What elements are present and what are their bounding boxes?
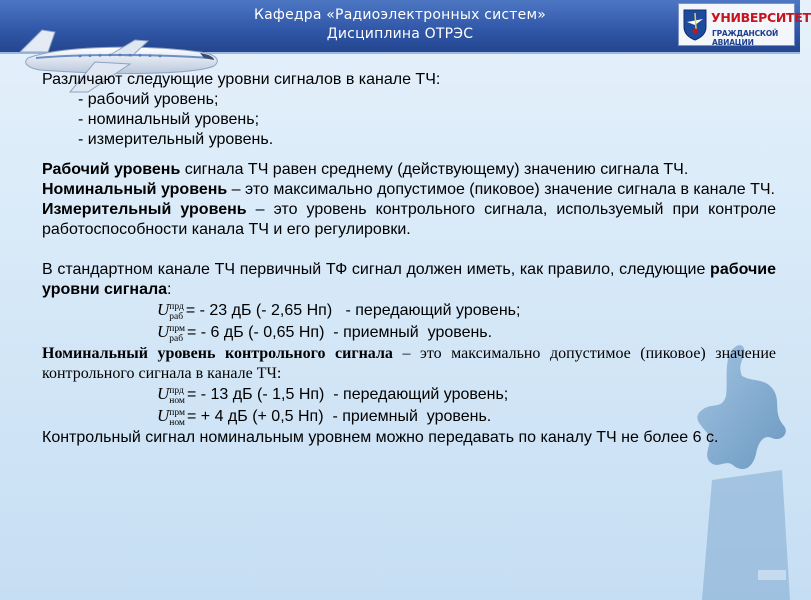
conclusion-text: Контрольный сигнал номинальным уровнем можно передавать по каналу ТЧ не более 6 с. <box>42 429 719 446</box>
formula-symbol: U <box>157 384 170 403</box>
formula-value: = + 4 дБ (+ 0,5 Нп) <box>186 408 324 425</box>
formula-description: - приемный уровень. <box>324 324 493 341</box>
intro-text: Различают следующие уровни сигналов в канале ТЧ: <box>42 71 441 88</box>
formula-control-transmit: U прд ном = - 13 дБ (- 1,5 Нп) - передающий уровень; <box>157 384 509 406</box>
level-item-working: - рабочий уровень; <box>78 91 219 108</box>
formula-control-receive: U прм ном = + 4 дБ (+ 0,5 Нп) - приемный уровень. <box>157 406 492 428</box>
standard-channel-text: В стандартном канале ТЧ первичный ТФ сигнал должен иметь, как правило, следующие рабочие уровни сигнала: <box>42 261 776 298</box>
logo-title: УНИВЕРСИТЕТ <box>711 10 811 25</box>
definition-text: – это максимально допустимое (пиковое) значение сигнала в канале ТЧ. <box>227 181 775 198</box>
formula-description: - приемный уровень. <box>323 408 492 425</box>
control-signal-definition: Номинальный уровень контрольного сигнала – это максимально допустимое (пиковое) значение контрольного сигнала в канале ТЧ: <box>42 345 776 382</box>
formula-description: - передающий уровень; <box>324 386 509 403</box>
university-logo <box>678 3 811 47</box>
formula-value: = - 6 дБ (- 0,65 Нп) <box>186 324 325 341</box>
formula-working-transmit: U прд раб = - 23 дБ (- 2,65 Нп) - передающий уровень; <box>157 300 521 322</box>
definition-text: – это уровень контрольного сигнала, используемый при контроле работоспособности канала ТЧ и его регулировки. <box>42 201 777 238</box>
discipline-title: Дисциплина ОТРЭС <box>326 26 474 42</box>
definition-term: Номинальный уровень <box>42 181 228 198</box>
definition-working-level <box>42 160 776 180</box>
formula-value: = - 13 дБ (- 1,5 Нп) <box>186 386 325 403</box>
level-item-nominal: - номинальный уровень; <box>78 111 260 128</box>
formula-symbol: U <box>157 300 170 319</box>
definition-term: Измерительный уровень <box>42 201 247 218</box>
university-emblem-icon <box>682 7 708 42</box>
formula-description: - передающий уровень; <box>332 302 521 319</box>
control-signal-term: Номинальный уровень контрольного сигнала <box>42 345 393 362</box>
formula-value: = - 23 дБ (- 2,65 Нп) <box>185 302 333 319</box>
definition-term: Рабочий уровень <box>42 161 181 178</box>
definition-nominal-level <box>42 180 776 200</box>
working-levels-term: рабочие уровни сигнала <box>42 261 776 298</box>
formula-symbol: U <box>157 322 170 341</box>
logo-subtitle: ГРАЖДАНСКОЙ АВИАЦИИ <box>712 29 779 47</box>
level-item-measuring: - измерительный уровень. <box>78 131 274 148</box>
formula-symbol: U <box>157 406 170 425</box>
department-title: Кафедра «Радиоэлектронных систем» <box>253 7 547 23</box>
definition-measuring-level <box>42 200 776 240</box>
formula-working-receive: U прм раб = - 6 дБ (- 0,65 Нп) - приемный уровень. <box>157 322 493 344</box>
slide-content <box>42 70 776 448</box>
definition-text: сигнала ТЧ равен среднему (действующему) значению сигнала ТЧ. <box>180 161 689 178</box>
